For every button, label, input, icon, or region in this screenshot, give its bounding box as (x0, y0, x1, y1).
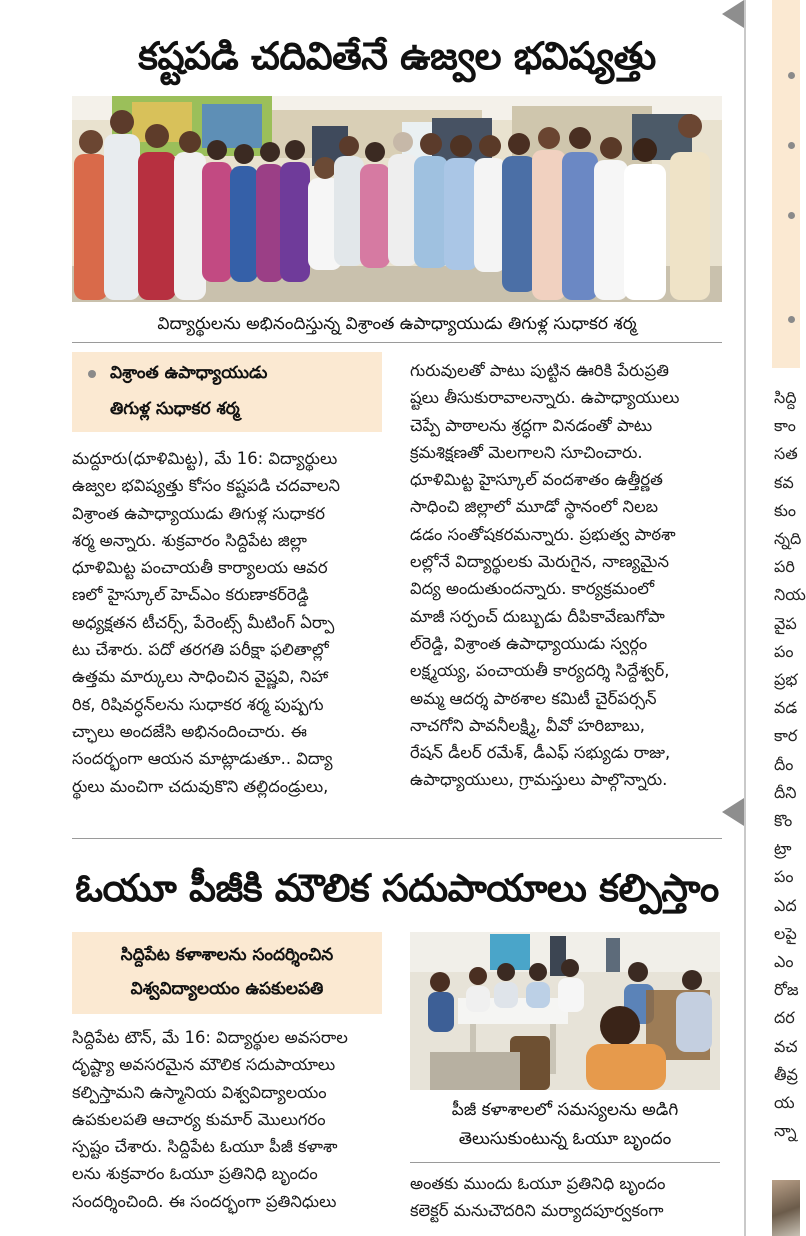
article2-photo-caption-line1: పీజీ కళాశాలలో సమస్యలను అడిగి (451, 1100, 679, 1120)
adjacent-text-fragment: వడ (774, 698, 798, 718)
text-line: మద్దూరు(ధూళిమిట్ట), మే 16: విద్యార్థులు (72, 449, 338, 468)
text-line: అంతకు ముందు ఓయూ ప్రతినిధి బృందం (410, 1174, 666, 1193)
adjacent-text-fragment: న్నది (774, 529, 802, 548)
text-line: విద్య అందుతుందన్నారు. కార్యక్రమంలో (410, 579, 655, 599)
adjacent-text-fragment: కుం (774, 500, 797, 520)
adjacent-text-fragment: య (774, 1093, 795, 1112)
text-line: దృష్ట్యా అవసరమైన మౌలిక సదుపాయాలు (72, 1055, 336, 1075)
text-line: కల్పిస్తామని ఉస్మానియ విశ్వవిద్యాలయం (72, 1082, 327, 1102)
text-line: విశ్రాంత ఉపాధ్యాయుడు తిగుళ్ల సుధాకర (72, 503, 325, 523)
article2-subhead-line1: సిద్దిపేట కళాశాలను సందర్శించిన (120, 945, 334, 965)
text-line: ఉపాధ్యాయులు, గ్రామస్తులు పాల్గొన్నారు. (410, 770, 668, 790)
divider-notch (722, 798, 744, 826)
text-line: ణలో హైస్కూల్ హెచ్ఎం కరుణాకర్‌రెడ్డి (72, 585, 309, 605)
text-line: ర్థులు మంచిగా చదువుకొని తల్లిదండ్రులు, (72, 776, 329, 796)
article2-photo (410, 932, 720, 1090)
adjacent-text-fragment: కార (774, 726, 798, 746)
divider-notch (722, 0, 744, 28)
text-line: మాజీ సర్పంచ్ దుబ్బుడు దీపికావేణుగోపా (410, 606, 665, 626)
text-line: ధూళిమిట్ట హైస్కూల్ వందశాతం ఉత్తీర్ణత (410, 470, 663, 490)
text-line: అమ్మ ఆదర్శ పాఠశాల కమిటీ చైర్‌పర్సన్ (410, 688, 657, 708)
text-line: రేషన్ డీలర్ రమేశ్, డీఎఫ్ సభ్యుడు రాజు, (410, 743, 671, 763)
text-line: క్రమశిక్షణతో మెలగాలని సూచించారు. (410, 442, 643, 462)
article2-subhead-box (72, 932, 382, 1014)
text-line: చ్ఛాలు అందజేసి అభినందించారు. ఈ (72, 721, 307, 741)
text-line: టు చేశారు. పదో తరగతి పరీక్షా ఫలితాల్లో (72, 640, 329, 660)
bullet-dot (788, 142, 795, 149)
meeting-photo (410, 932, 720, 1090)
article2-photo-caption-line2: తెలుసుకుంటున్న ఓయూ బృందం (458, 1129, 672, 1149)
adjacent-text-fragment: వచ (774, 1036, 798, 1056)
article2-headline: ఓయూ పీజీకి మౌలిక సదుపాయాలు కల్పిస్తాం (75, 866, 719, 910)
text-line: ష్టలు తీసుకురావాలన్నారు. ఉపాధ్యాయులు (410, 388, 680, 408)
article1-subhead-line1: విశ్రాంత ఉపాధ్యాయుడు (110, 363, 268, 383)
adjacent-text-fragment: కవ (774, 472, 794, 492)
article-separator (72, 838, 722, 839)
article2-column1 (72, 1024, 384, 1215)
article1-subhead-box (72, 352, 382, 432)
adjacent-text-fragment: ఎద (774, 895, 797, 915)
caption-rule (72, 342, 722, 343)
text-line: లల్లోనే విద్యార్థులకు మెరుగైన, నాణ్యమైన (410, 552, 669, 572)
text-line: ధూళిమిట్ట పంచాయతీ కార్యాలయ ఆవర (72, 558, 328, 578)
text-line: సాధించి జిల్లాలో మూడో స్థానంలో నిలబ (410, 497, 658, 517)
bullet-dot (788, 72, 795, 79)
text-line: స్పష్టం చేశారు. సిద్దిపేట ఓయూ పీజీ కళాశా (72, 1137, 338, 1157)
text-line: ల్‌రెడ్డి, విశ్రాంత ఉపాధ్యాయుడు స్వర్గం (410, 633, 648, 653)
adjacent-text-fragment: దీని (774, 782, 797, 802)
adjacent-text-fragment: రోజ (774, 980, 799, 1000)
text-line: లను శుక్రవారం ఓయూ ప్రతినిధి బృందం (72, 1164, 318, 1184)
text-line: నాచగోని పావనీలక్ష్మి, వీవో హరిబాబు, (410, 715, 645, 735)
article1-headline: కష్టపడి చదివితేనే ఉజ్వల భవిష్యత్తు (138, 34, 656, 78)
adjacent-text-fragment: దీం (774, 754, 794, 774)
adjacent-text-fragment: దర (774, 1008, 795, 1028)
text-line: చెప్పే పాఠాలను శ్రద్ధగా వినడంతో పాటు (410, 415, 653, 435)
bullet-dot (788, 212, 795, 219)
adjacent-article-column (758, 0, 806, 1236)
adjacent-text-fragment: సత (774, 444, 798, 464)
adjacent-text-fragment: పం (774, 867, 794, 887)
adjacent-text-fragment: తీవ్ర (774, 1064, 798, 1084)
text-line: అధ్యక్షతన టీచర్స్, పేరెంట్స్ మీటింగ్ ఏర్పా (72, 612, 335, 632)
adjacent-text-fragment: పరి (774, 557, 795, 577)
article1-column2 (410, 357, 722, 794)
caption-rule (410, 1162, 720, 1163)
text-line: లక్ష్మయ్య, పంచాయతీ కార్యదర్శి సిద్దేశ్వర్, (410, 661, 670, 681)
group-photo (72, 96, 722, 302)
adjacent-photo-fragment (772, 1180, 800, 1236)
bullet-dot (788, 316, 795, 323)
adjacent-text-fragment: ప్రభ (774, 670, 798, 689)
text-line: ఉత్తమ మార్కులు సాధించిన వైష్ణవి, నిహా (72, 667, 329, 687)
text-line: శర్మ అన్నారు. శుక్రవారం సిద్దిపేట జిల్లా (72, 530, 307, 550)
column-divider (744, 0, 746, 1236)
text-line: ఉజ్వల భవిష్యత్తు కోసం కష్టపడి చదవాలని (72, 476, 340, 496)
adjacent-text-fragment: సిద్ది (774, 388, 797, 407)
bullet-dot (88, 370, 96, 378)
adjacent-text-fragment: నియ (774, 585, 806, 605)
adjacent-text-fragment: పం (774, 641, 794, 661)
text-line: రిక, రిషివర్ధన్‌లను సుధాకర శర్మ పుష్పగు (72, 694, 324, 714)
adjacent-text-fragment: వైప (774, 613, 797, 633)
text-line: ఉపకులపతి ఆచార్య కుమార్ మొలుగరం (72, 1109, 326, 1129)
adjacent-text-fragment: కొం (774, 811, 793, 830)
text-line: సందర్శించింది. ఈ సందర్భంగా ప్రతినిధులు (72, 1191, 337, 1211)
text-line: కలెక్టర్ మనుచౌదరిని మర్యాదపూర్వకంగా (410, 1201, 664, 1221)
article1-subhead-line2: తిగుళ్ల సుధాకర శర్మ (110, 399, 240, 419)
article1-column1 (72, 445, 384, 800)
adjacent-text-fragment: ట్రా (774, 839, 792, 859)
adjacent-text-fragment: న్నా (774, 1121, 797, 1141)
adjacent-text-fragment: కాం (774, 416, 796, 436)
text-line: సందర్భంగా ఆయన మాట్లాడుతూ.. విద్యా (72, 749, 333, 769)
adjacent-highlight-box (772, 0, 800, 368)
article1-photo (72, 96, 722, 302)
article2-subhead-line2: విశ్వవిద్యాలయం ఉపకులపతి (130, 979, 324, 999)
article1-photo-caption: విద్యార్థులను అభినందిస్తున్న విశ్రాంత ఉపాధ్యాయుడు తిగుళ్ల సుధాకర శర్మ (157, 314, 637, 334)
adjacent-text-fragment: లపై (774, 923, 797, 943)
text-line: సిద్దిపేట టౌన్, మే 16: విద్యార్థుల అవసరాల (72, 1028, 348, 1047)
text-line: గురువులతో పాటు పుట్టిన ఊరికి పేరుప్రతి (410, 361, 669, 380)
article2-column2 (410, 1170, 722, 1225)
text-line: డడం సంతోషకరమన్నారు. ప్రభుత్వ పాఠశా (410, 524, 676, 544)
adjacent-text-fragment: ఎం (774, 952, 794, 971)
